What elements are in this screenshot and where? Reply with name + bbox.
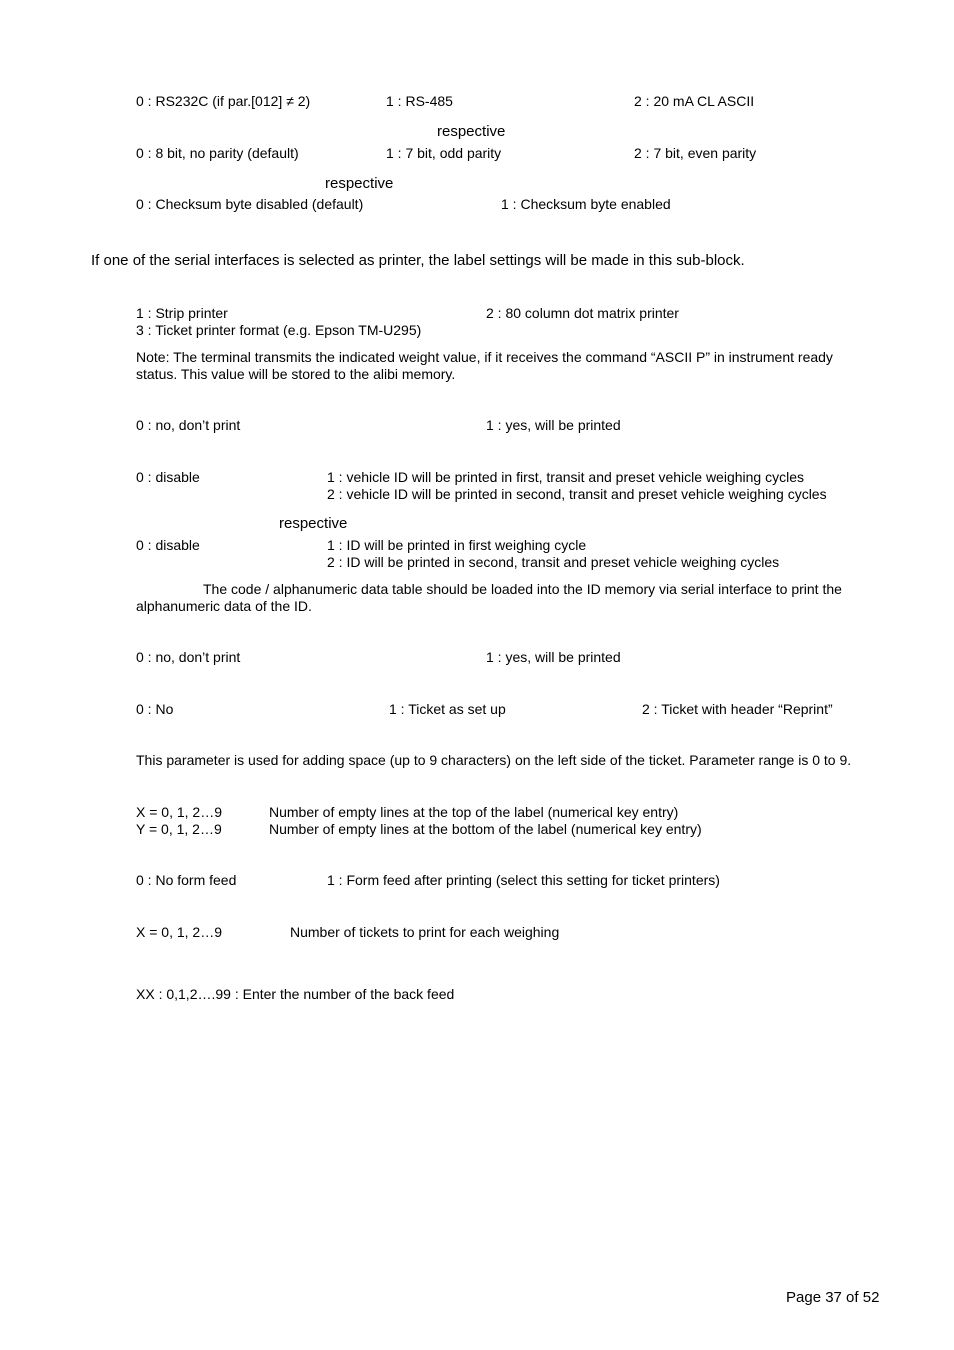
copies-key: X = 0, 1, 2…9 [136,924,222,940]
printer-type-option-3: 3 : Ticket printer format (e.g. Epson TM-U295) [136,322,422,338]
id-print-option-2: 2 : ID will be printed in second, transit and preset vehicle weighing cycles [327,554,780,570]
id-print-option-0: 0 : disable [136,537,200,553]
copies-description: Number of tickets to print for each weighing [290,924,560,940]
interface-option-2: 2 : 20 mA CL ASCII [634,93,755,109]
id-print-note-line-1: The code / alphanumeric data table should be loaded into the ID memory via serial interface to print the [203,581,842,597]
id-print-note-line-2: alphanumeric data of the ID. [136,598,312,614]
reprint-option-1: 1 : Ticket as set up [389,701,506,717]
data-format-option-1: 1 : 7 bit, odd parity [386,145,502,161]
empty-lines-y-description: Number of empty lines at the bottom of the label (numerical key entry) [269,821,702,837]
left-margin-description: This parameter is used for adding space (up to 9 characters) on the left side of the ticket. Parameter range is 0 to 9. [136,752,852,768]
checksum-option-1: 1 : Checksum byte enabled [501,196,671,212]
empty-lines-x-description: Number of empty lines at the top of the label (numerical key entry) [269,804,679,820]
printer-type-option-2: 2 : 80 column dot matrix printer [486,305,679,321]
vehicle-id-option-0: 0 : disable [136,469,200,485]
print-option-b-1: 1 : yes, will be printed [486,649,621,665]
reprint-option-2: 2 : Ticket with header “Reprint” [642,701,833,717]
interface-option-0: 0 : RS232C (if par.[012] ≠ 2) [136,93,311,109]
vehicle-id-option-1: 1 : vehicle ID will be printed in first, transit and preset vehicle weighing cycles [327,469,804,485]
empty-lines-x-key: X = 0, 1, 2…9 [136,804,222,820]
print-option-a-1: 1 : yes, will be printed [486,417,621,433]
printer-type-note: Note: The terminal transmits the indicated weight value, if it receives the command “ASCII P” in instrument ready status. This value will be stored to the alibi memory. [136,349,833,382]
checksum-option-0: 0 : Checksum byte disabled (default) [136,196,364,212]
printer-intro-paragraph: If one of the serial interfaces is selected as printer, the label settings will be made in this sub-block. [91,252,745,269]
print-option-a-0: 0 : no, don’t print [136,417,241,433]
empty-lines-y-key: Y = 0, 1, 2…9 [136,821,222,837]
form-feed-option-0: 0 : No form feed [136,872,237,888]
data-format-option-2: 2 : 7 bit, even parity [634,145,757,161]
respective-label: respective [279,515,348,532]
reprint-option-0: 0 : No [136,701,174,717]
back-feed-description: XX : 0,1,2….99 : Enter the number of the back feed [136,986,455,1002]
data-format-option-0: 0 : 8 bit, no parity (default) [136,145,299,161]
printer-type-option-1: 1 : Strip printer [136,305,228,321]
vehicle-id-option-2: 2 : vehicle ID will be printed in second, transit and preset vehicle weighing cycles [327,486,827,502]
page-number: Page 37 of 52 [786,1289,880,1306]
interface-option-1: 1 : RS-485 [386,93,453,109]
print-option-b-0: 0 : no, don’t print [136,649,241,665]
respective-label: respective [437,123,506,140]
id-print-option-1: 1 : ID will be printed in first weighing cycle [327,537,587,553]
form-feed-option-1: 1 : Form feed after printing (select this setting for ticket printers) [327,872,720,888]
respective-label: respective [325,175,394,192]
